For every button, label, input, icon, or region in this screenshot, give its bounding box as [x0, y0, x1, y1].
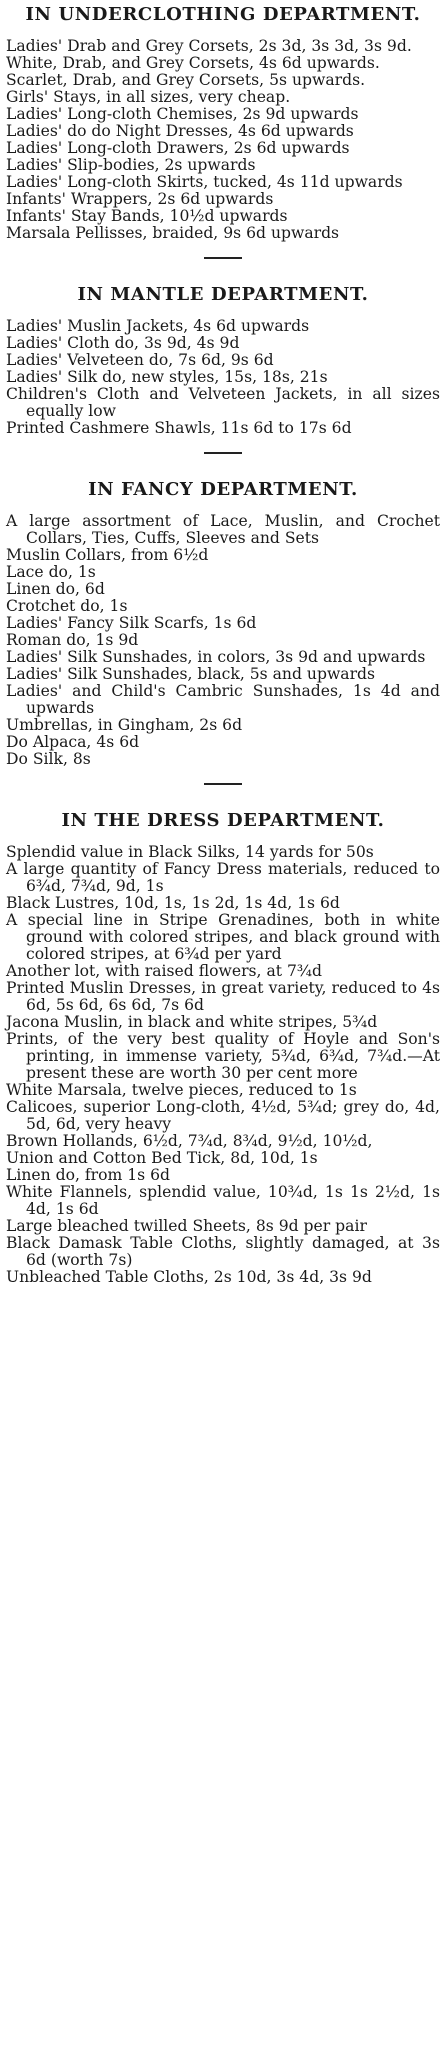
list-item: Linen do, 6d	[6, 580, 105, 598]
list-item: Marsala Pellisses, braided, 9s 6d upwards	[6, 224, 340, 242]
section-heading: IN THE DRESS DEPARTMENT.	[61, 810, 385, 831]
list-item: Ladies' Cloth do, 3s 9d, 4s 9d	[6, 334, 240, 352]
list-item: Children's Cloth and Velveteen Jackets, in all sizes equally low	[6, 385, 440, 420]
item-list	[6, 513, 440, 768]
list-item: Ladies' Long-cloth Skirts, tucked, 4s 11d upwards	[6, 173, 403, 191]
item-list	[6, 38, 440, 242]
list-item: Another lot, with raised flowers, at 7¾d	[6, 962, 322, 980]
spacer	[6, 467, 440, 479]
section-divider	[6, 437, 440, 467]
section-divider	[6, 768, 440, 798]
list-item: Printed Cashmere Shawls, 11s 6d to 17s 6d	[6, 419, 352, 437]
list-item: Unbleached Table Cloths, 2s 10d, 3s 4d, 3s 9d	[6, 1268, 372, 1286]
list-item: Infants' Wrappers, 2s 6d upwards	[6, 190, 274, 208]
list-item: White Marsala, twelve pieces, reduced to 1s	[6, 1081, 357, 1099]
divider-rule	[204, 783, 242, 785]
list-item: Do Silk, 8s	[6, 750, 91, 768]
list-item: Girls' Stays, in all sizes, very cheap.	[6, 88, 291, 106]
list-item: Crotchet do, 1s	[6, 597, 128, 615]
mantle-section	[6, 284, 440, 437]
section-heading: IN UNDERCLOTHING DEPARTMENT.	[25, 4, 421, 25]
list-item: Ladies' do do Night Dresses, 4s 6d upwards	[6, 122, 354, 140]
item-list	[6, 318, 440, 437]
list-item: Ladies' Drab and Grey Corsets, 2s 3d, 3s 3d, 3s 9d.	[6, 37, 412, 55]
spacer	[6, 272, 440, 284]
dress-section	[6, 810, 440, 1286]
list-item: Ladies' Silk Sunshades, black, 5s and upwards	[6, 665, 376, 683]
list-item: Large bleached twilled Sheets, 8s 9d per pair	[6, 1217, 367, 1235]
list-item: Ladies' Muslin Jackets, 4s 6d upwards	[6, 317, 310, 335]
list-item: Ladies' Silk Sunshades, in colors, 3s 9d and upwards	[6, 648, 426, 666]
list-item: White, Drab, and Grey Corsets, 4s 6d upwards.	[6, 54, 380, 72]
section-heading: IN MANTLE DEPARTMENT.	[77, 284, 369, 305]
list-item: Calicoes, superior Long-cloth, 4½d, 5¾d; grey do, 4d, 5d, 6d, very heavy	[6, 1098, 440, 1133]
list-item: White Flannels, splendid value, 10¾d, 1s 1s 2½d, 1s 4d, 1s 6d	[6, 1183, 440, 1218]
spacer	[6, 798, 440, 810]
divider-rule	[204, 452, 242, 454]
list-item: A special line in Stripe Grenadines, both in white ground with colored stripes, and black ground with colored stripes, at 6¾d per yard	[6, 911, 440, 963]
list-item: Printed Muslin Dresses, in great variety, reduced to 4s 6d, 5s 6d, 6s 6d, 7s 6d	[6, 979, 440, 1014]
list-item: Scarlet, Drab, and Grey Corsets, 5s upwards.	[6, 71, 366, 89]
list-item: Ladies' Long-cloth Drawers, 2s 6d upwards	[6, 139, 350, 157]
list-item: Brown Hollands, 6½d, 7¾d, 8¾d, 9½d, 10½d,	[6, 1132, 373, 1150]
list-item: Black Lustres, 10d, 1s, 1s 2d, 1s 4d, 1s 6d	[6, 894, 340, 912]
list-item: Linen do, from 1s 6d	[6, 1166, 171, 1184]
list-item: Ladies' Silk do, new styles, 15s, 18s, 21s	[6, 368, 328, 386]
list-item: Prints, of the very best quality of Hoyle and Son's printing, in immense variety, 5¾d, 6¾d, 7¾d.—At present these are worth 30 per cent more	[6, 1030, 440, 1082]
list-item: Ladies' Fancy Silk Scarfs, 1s 6d	[6, 614, 257, 632]
list-item: Umbrellas, in Gingham, 2s 6d	[6, 716, 243, 734]
list-item: Ladies' and Child's Cambric Sunshades, 1s 4d and upwards	[6, 682, 440, 717]
section-divider	[6, 242, 440, 272]
list-item: Infants' Stay Bands, 10½d upwards	[6, 207, 288, 225]
section-heading: IN FANCY DEPARTMENT.	[88, 479, 358, 500]
list-item: Black Damask Table Cloths, slightly damaged, at 3s 6d (worth 7s)	[6, 1234, 440, 1269]
divider-rule	[204, 257, 242, 259]
list-item: Splendid value in Black Silks, 14 yards for 50s	[6, 843, 374, 861]
list-item: Lace do, 1s	[6, 563, 96, 581]
list-item: A large assortment of Lace, Muslin, and Crochet Collars, Ties, Cuffs, Sleeves and Sets	[6, 512, 440, 547]
item-list	[6, 844, 440, 1286]
list-item: A large quantity of Fancy Dress materials, reduced to 6¾d, 7¾d, 9d, 1s	[6, 860, 440, 895]
list-item: Roman do, 1s 9d	[6, 631, 139, 649]
underclothing-section	[6, 4, 440, 242]
list-item: Jacona Muslin, in black and white stripes, 5¾d	[6, 1013, 378, 1031]
list-item: Union and Cotton Bed Tick, 8d, 10d, 1s	[6, 1149, 318, 1167]
list-item: Ladies' Long-cloth Chemises, 2s 9d upwards	[6, 105, 359, 123]
list-item: Ladies' Velveteen do, 7s 6d, 9s 6d	[6, 351, 274, 369]
list-item: Muslin Collars, from 6½d	[6, 546, 209, 564]
list-item: Do Alpaca, 4s 6d	[6, 733, 140, 751]
list-item: Ladies' Slip-bodies, 2s upwards	[6, 156, 256, 174]
fancy-section	[6, 479, 440, 768]
